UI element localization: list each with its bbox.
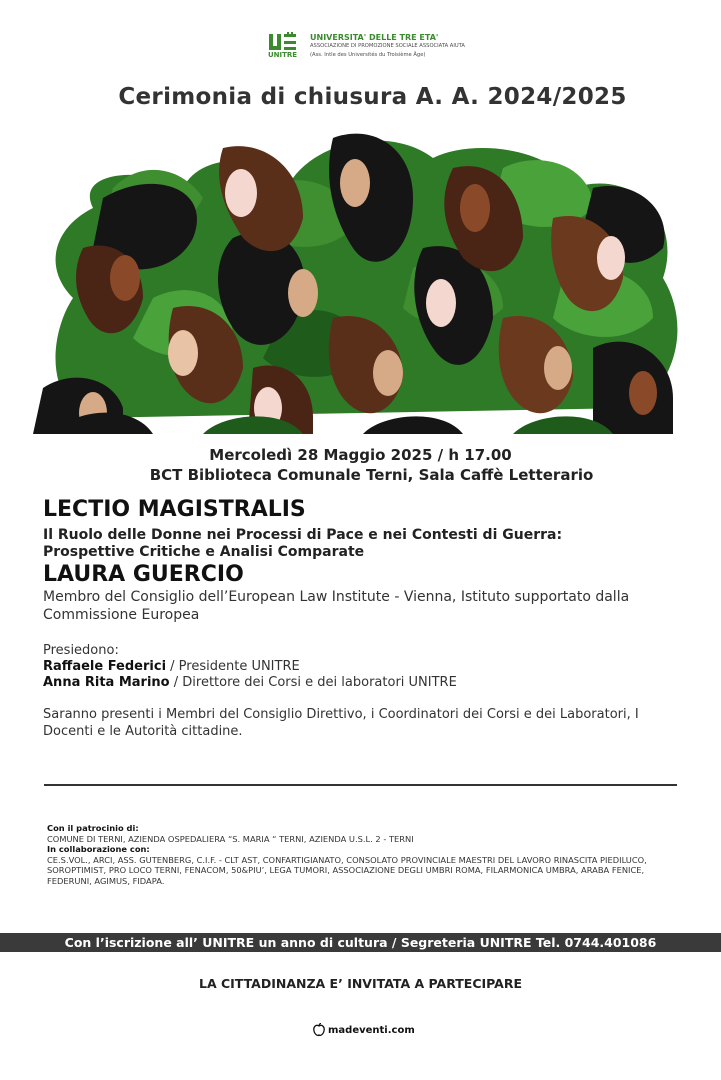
lecture-title-line1: Il Ruolo delle Donne nei Processi di Pace e nei Contesti di Guerra: [43,527,563,543]
presidency-row-1 [43,659,457,675]
speaker-role: Membro del Consiglio dell’European Law Institute - Vienna, Istituto supportato dalla Commissione Europea [43,589,630,623]
event-date: Mercoledì 28 Maggio 2025 / h 17.00 [209,446,512,464]
presidency-name-2: Anna Rita Marino [43,675,170,690]
lecture-title-line2: Prospettive Critiche e Analisi Comparate [43,544,365,560]
apple-icon [312,1023,326,1037]
patronage-block [47,823,687,886]
footer-brand [312,1023,415,1037]
attendees-text: Saranno presenti i Membri del Consiglio Direttivo, i Coordinatori dei Corsi e dei Laboratori, I Docenti e le Autorità cittadine. [43,707,639,739]
org-line3: (Ass. Intle des Universités du Troisième Âge) [310,52,426,58]
logo-subtitle: UNITRE [268,51,298,59]
collaboration-text: CE.S.VOL., ARCI, ASS. GUTENBERG, C.I.F. - CLT AST, CONFARTIGIANATO, CONSOLATO PROVINCIALE MAESTRI DEL LAVORO RINASCITA PIEDILUCO, SOROPTIMIST, PRO LOCO TERNI, FENACOM, 50&PIU’, LEGA TUMORI, ASSOCIAZIONE DEGLI UMBRI ROMA, FILARMONICA UMBRA, ARABA FENICE, FEDERUNI, AGIMUS, FIDAPA. [47,854,647,886]
presidency-role-1: / Presidente UNITRE [166,659,300,674]
org-line2: ASSOCIAZIONE DI PROMOZIONE SOCIALE ASSOCIATA AIUTA [310,43,465,49]
event-venue: BCT Biblioteca Comunale Terni, Sala Caffè Letterario [149,466,594,484]
women-faces-illustration [33,128,687,434]
presidency-label: Presiedono: [43,643,119,658]
divider [44,784,677,786]
presidency-block [43,643,457,691]
presidency-name-1: Raffaele Federici [43,659,167,674]
org-name: UNIVERSITA' DELLE TRE ETA' [310,33,439,42]
presidency-row-2 [43,675,457,691]
lecture-title [43,527,562,561]
org-name-block [310,33,465,60]
page-title: Cerimonia di chiusura A. A. 2024/2025 [118,84,627,110]
patronage-text: COMUNE DI TERNI, AZIENDA OSPEDALIERA “S. MARIA “ TERNI, AZIENDA U.S.L. 2 - TERNI [47,833,414,844]
collaboration-label: In collaborazione con: [47,844,150,854]
patronage-label: Con il patrocinio di: [47,823,139,833]
footer-brand-text: madeventi.com [328,1024,415,1036]
enrollment-bar: Con l’iscrizione all’ UNITRE un anno di cultura / Segreteria UNITRE Tel. 0744.401086 [0,933,721,952]
presidency-role-2: / Direttore dei Corsi e dei laboratori UNITRE [169,675,457,690]
speaker-name: LAURA GUERCIO [43,562,244,587]
lecture-heading: LECTIO MAGISTRALIS [43,497,306,522]
invitation-text: LA CITTADINANZA E’ INVITATA A PARTECIPARE [198,976,522,991]
